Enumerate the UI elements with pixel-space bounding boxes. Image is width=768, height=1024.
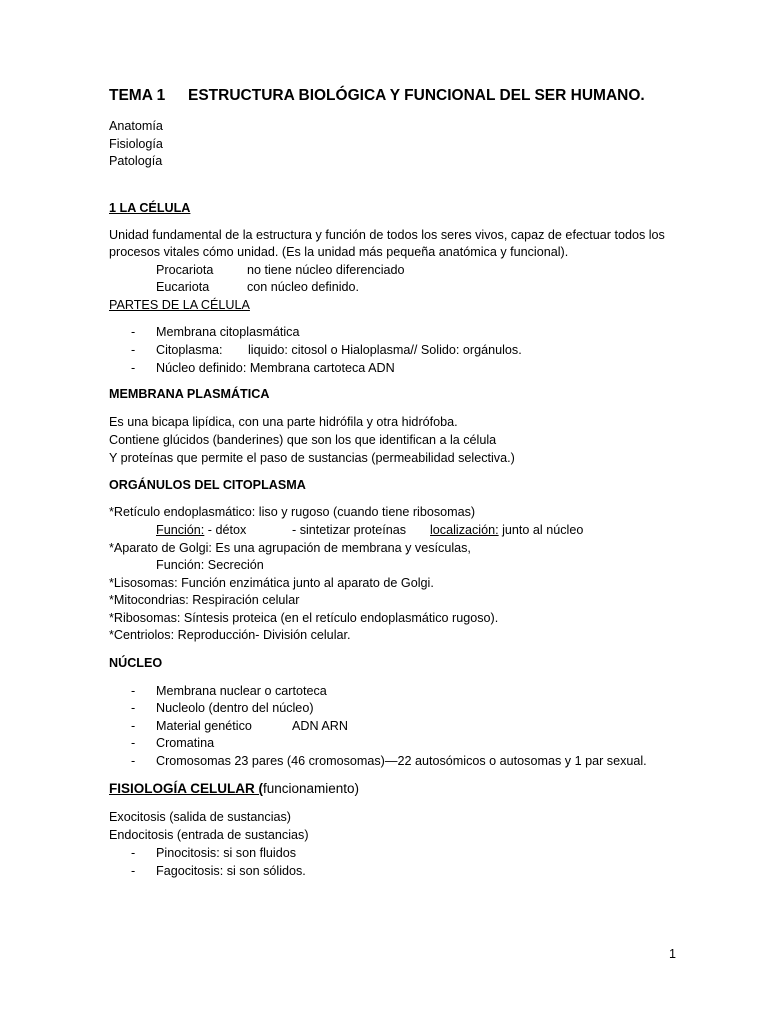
paragraph-line: *Retículo endoplasmático: liso y rugoso (cuando tiene ribosomas) — [109, 505, 476, 519]
bullet-dash: - — [131, 754, 136, 768]
def-eucariota: con núcleo definido. — [247, 280, 360, 294]
list-item: Pinocitosis: si son fluidos — [156, 846, 296, 860]
section-heading-organulos: ORGÁNULOS DEL CITOPLASMA — [109, 478, 306, 492]
paragraph-line: procesos vitales cómo unidad. (Es la unidad más pequeña anatómica y funcional). — [109, 245, 569, 259]
intro-anatomia: Anatomía — [109, 119, 163, 133]
paragraph-line: Y proteínas que permite el paso de sustancias (permeabilidad selectiva.) — [109, 451, 515, 465]
bullet-dash: - — [131, 736, 136, 750]
fisiologia-heading-rest: funcionamiento) — [263, 781, 360, 796]
intro-fisiologia: Fisiología — [109, 137, 163, 151]
list-item: Fagocitosis: si son sólidos. — [156, 864, 306, 878]
funcion-label: Función: — [156, 523, 205, 537]
localizacion-line — [430, 521, 583, 539]
list-item: Nucleolo (dentro del núcleo) — [156, 701, 314, 715]
bullet-dash: - — [131, 719, 136, 733]
list-item: Membrana nuclear o cartoteca — [156, 684, 327, 698]
section-heading-membrana: MEMBRANA PLASMÁTICA — [109, 387, 270, 401]
list-item: Cromosomas 23 pares (46 cromosomas)—22 autosómicos o autosomas y 1 par sexual. — [156, 754, 647, 768]
paragraph-line: *Aparato de Golgi: Es una agrupación de membrana y vesículas, — [109, 541, 471, 555]
term-procariota: Procariota — [156, 263, 214, 277]
localizacion-value: junto al núcleo — [498, 523, 584, 537]
page-number: 1 — [669, 947, 677, 961]
def-procariota: no tiene núcleo diferenciado — [247, 263, 405, 277]
list-item: Membrana citoplasmática — [156, 325, 300, 339]
funcion-sintetizar: - sintetizar proteínas — [292, 523, 407, 537]
page-title — [109, 87, 645, 105]
paragraph-line: *Lisosomas: Función enzimática junto al aparato de Golgi. — [109, 576, 434, 590]
funcion-detox: - détox — [204, 523, 247, 537]
bullet-dash: - — [131, 325, 136, 339]
paragraph-line: Unidad fundamental de la estructura y función de todos los seres vivos, capaz de efectuar todos los — [109, 228, 665, 242]
paragraph-line: *Ribosomas: Síntesis proteica (en el retículo endoplasmático rugoso). — [109, 611, 499, 625]
intro-patologia: Patología — [109, 154, 163, 168]
list-item-label: Material genético — [156, 719, 252, 733]
section-heading-nucleo: NÚCLEO — [109, 656, 163, 670]
paragraph-line: Exocitosis (salida de sustancias) — [109, 810, 291, 824]
term-eucariota: Eucariota — [156, 280, 210, 294]
list-item: Núcleo definido: Membrana cartoteca ADN — [156, 361, 395, 375]
list-item: ADN ARN — [292, 719, 348, 733]
subheading-partes: PARTES DE LA CÉLULA — [109, 298, 250, 312]
title-number: TEMA 1 — [109, 87, 166, 104]
localizacion-label: localización: — [430, 523, 499, 537]
paragraph-line: *Mitocondrias: Respiración celular — [109, 593, 300, 607]
bullet-dash: - — [131, 864, 136, 878]
list-item: Cromatina — [156, 736, 215, 750]
paragraph-line: Es una bicapa lipídica, con una parte hidrófila y otra hidrófoba. — [109, 415, 458, 429]
section-heading-fisiologia — [109, 780, 359, 798]
paragraph-line: *Centriolos: Reproducción- División celular. — [109, 628, 351, 642]
fisiologia-heading-bold: FISIOLOGÍA CELULAR ( — [109, 781, 263, 796]
funcion-line — [156, 521, 246, 539]
section-heading-celula: 1 LA CÉLULA — [109, 201, 191, 215]
bullet-dash: - — [131, 361, 136, 375]
bullet-dash: - — [131, 343, 136, 357]
list-item-label: Citoplasma: — [156, 343, 223, 357]
bullet-dash: - — [131, 846, 136, 860]
bullet-dash: - — [131, 701, 136, 715]
paragraph-line: Contiene glúcidos (banderines) que son los que identifican a la célula — [109, 433, 497, 447]
paragraph-line: Endocitosis (entrada de sustancias) — [109, 828, 309, 842]
bullet-dash: - — [131, 684, 136, 698]
title-text: ESTRUCTURA BIOLÓGICA Y FUNCIONAL DEL SER HUMANO. — [188, 87, 645, 104]
list-item: liquido: citosol o Hialoplasma// Solido: orgánulos. — [248, 343, 522, 357]
paragraph-line: Función: Secreción — [156, 558, 264, 572]
